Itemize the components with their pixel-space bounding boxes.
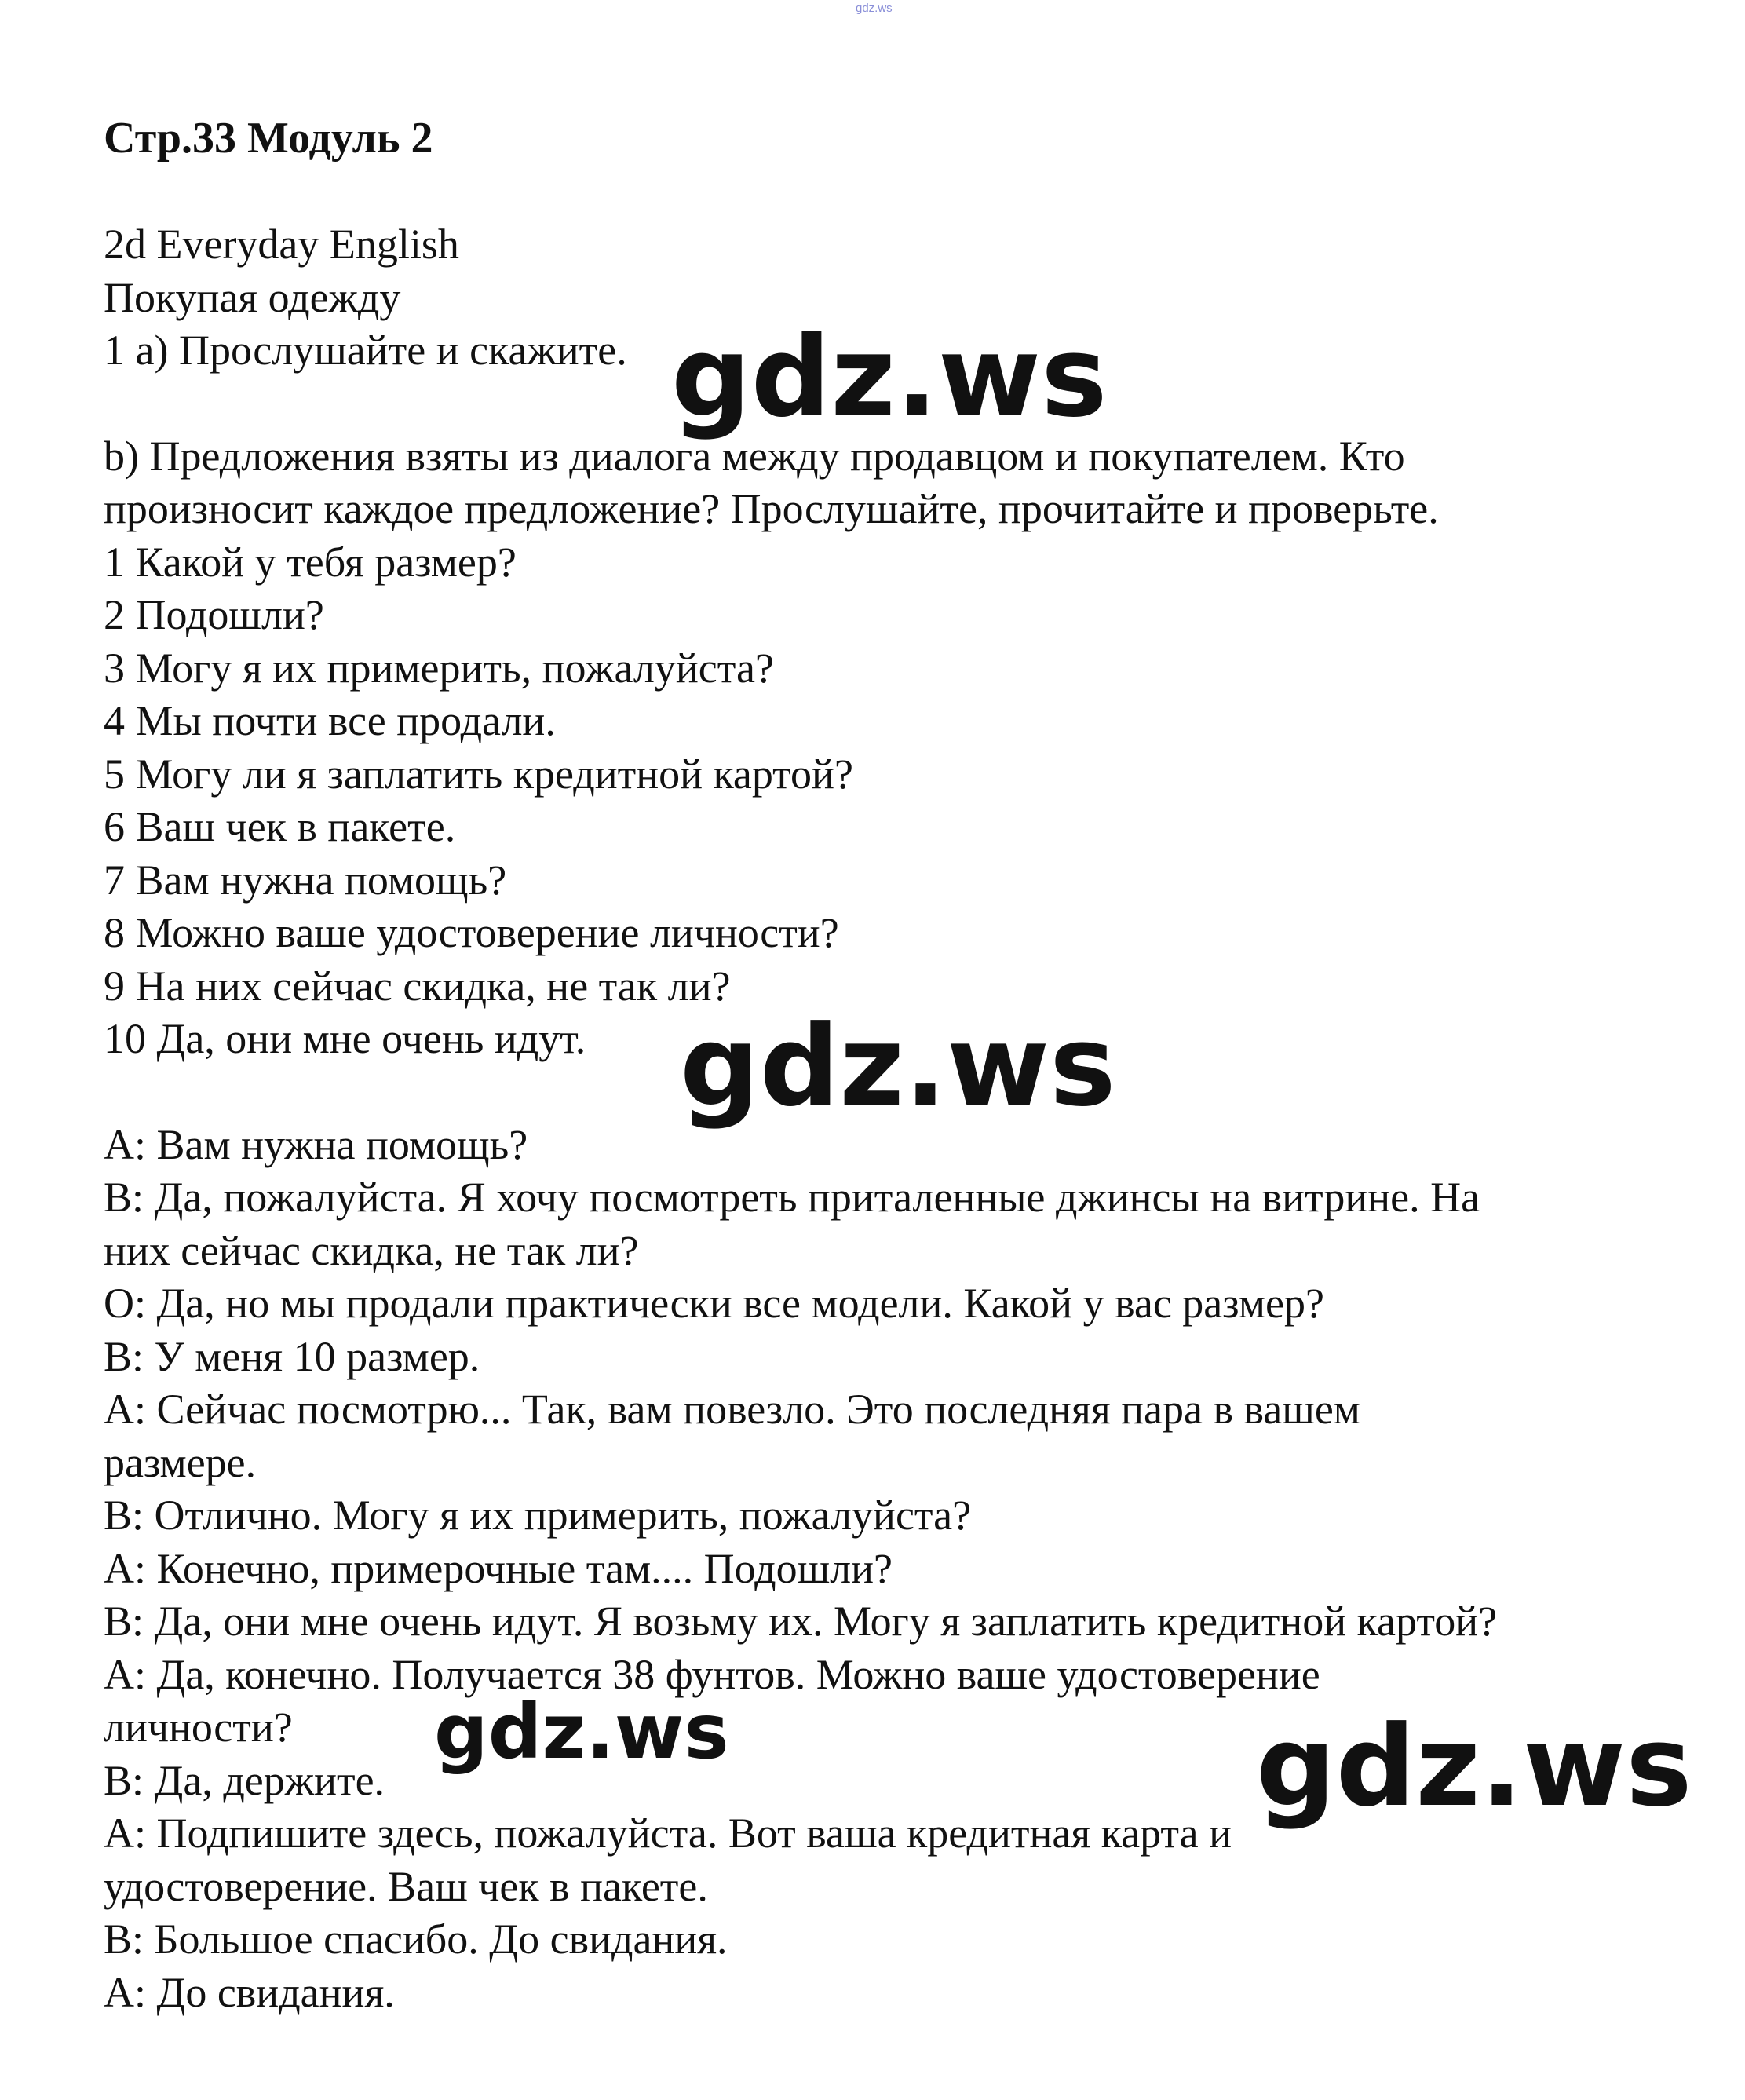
watermark: gdz.ws bbox=[680, 1002, 1116, 1131]
task-b-line: b) Предложения взяты из диалога между продавцом и покупателем. Кто bbox=[104, 432, 1405, 480]
dialogue-line: B: У меня 10 размер. bbox=[104, 1332, 480, 1380]
sentence-item: 3 Могу я их примерить, пожалуйста? bbox=[104, 644, 774, 692]
dialogue-line: размере. bbox=[104, 1438, 257, 1486]
sentence-item: 6 Ваш чек в пакете. bbox=[104, 803, 456, 850]
top-watermark: gdz.ws bbox=[856, 2, 893, 15]
watermark: gdz.ws bbox=[671, 312, 1108, 442]
dialogue-line: A: Подпишите здесь, пожалуйста. Вот ваша кредитная карта и bbox=[104, 1810, 1232, 1857]
sentence-item: 2 Подошли? bbox=[104, 591, 324, 638]
dialogue-line: личности? bbox=[104, 1704, 293, 1751]
dialogue-line: A: Конечно, примерочные там.... Подошли? bbox=[104, 1544, 893, 1592]
dialogue-line: B: Да, держите. bbox=[104, 1756, 385, 1804]
section-title: 2d Everyday English bbox=[104, 221, 459, 268]
dialogue-line: B: Да, пожалуйста. Я хочу посмотреть приталенные джинсы на витрине. На bbox=[104, 1174, 1480, 1221]
sentence-item: 7 Вам нужна помощь? bbox=[104, 856, 507, 904]
page-heading: Стр.33 Модуль 2 bbox=[104, 114, 433, 163]
dialogue-line: O: Да, но мы продали практически все модели. Какой у вас размер? bbox=[104, 1280, 1324, 1327]
watermark: gdz.ws bbox=[1256, 1702, 1692, 1832]
dialogue-line: B: Большое спасибо. До свидания. bbox=[104, 1916, 728, 1963]
spacer bbox=[104, 168, 1674, 218]
dialogue-line: них сейчас скидка, не так ли? bbox=[104, 1226, 639, 1274]
dialogue-line: B: Да, они мне очень идут. Я возьму их. Могу я заплатить кредитной картой? bbox=[104, 1598, 1498, 1645]
task-a: 1 a) Прослушайте и скажите. bbox=[104, 327, 627, 374]
sentence-item: 1 Какой у тебя размер? bbox=[104, 538, 517, 586]
dialogue-line: A: Сейчас посмотрю... Так, вам повезло. Это последняя пара в вашем bbox=[104, 1386, 1360, 1433]
section-subtitle: Покупая одежду bbox=[104, 273, 401, 321]
dialogue-line: A: Да, конечно. Получается 38 фунтов. Можно ваше удостоверение bbox=[104, 1650, 1320, 1698]
sentence-item: 10 Да, они мне очень идут. bbox=[104, 1015, 586, 1062]
dialogue-line: B: Отлично. Могу я их примерить, пожалуйста? bbox=[104, 1492, 972, 1539]
sentence-item: 9 На них сейчас скидка, не так ли? bbox=[104, 962, 731, 1010]
sentence-item: 4 Мы почти все продали. bbox=[104, 697, 556, 744]
sentence-item: 5 Могу ли я заплатить кредитной картой? bbox=[104, 750, 853, 798]
dialogue-line: A: До свидания. bbox=[104, 1968, 395, 2016]
dialogue-line: A: Вам нужна помощь? bbox=[104, 1120, 528, 1168]
dialogue-line: удостоверение. Ваш чек в пакете. bbox=[104, 1862, 708, 1910]
task-b-line: произносит каждое предложение? Прослушайте, прочитайте и проверьте. bbox=[104, 485, 1439, 532]
watermark: gdz.ws bbox=[434, 1688, 729, 1776]
sentence-item: 8 Можно ваше удостоверение личности? bbox=[104, 909, 839, 956]
